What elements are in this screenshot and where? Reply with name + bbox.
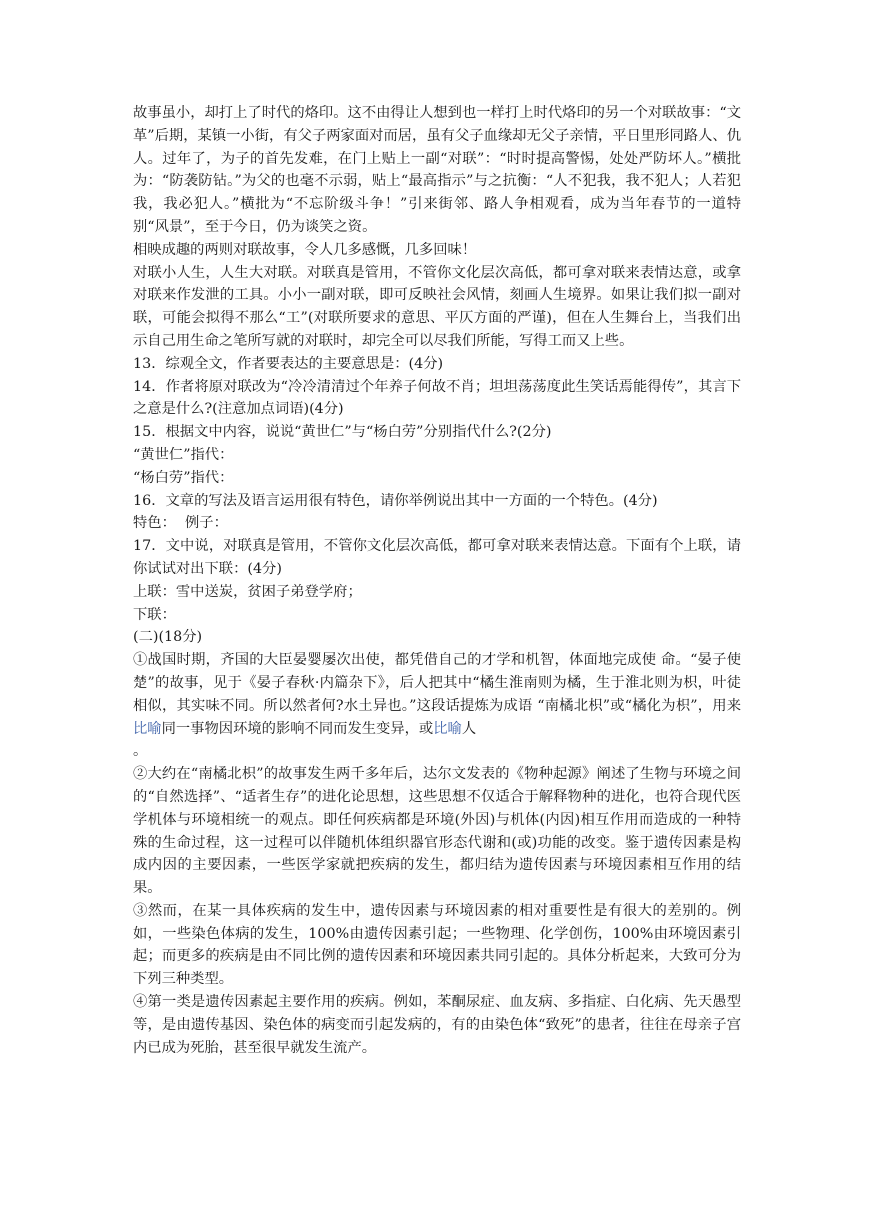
question-16-answer: 特色： 例子： [133,515,228,532]
section-2-paragraph-3: ③然而，在某一具体疾病的发生中，遗传因素与环境因素的相对重要性是有很大的差别的。例如，一些染色体病的发生，100%由遗传因素引起；一些物理、化学创伤，100%由环境因素引起；而更多的疾病是由不同比例的遗传因素和环境因素共同引起的。具体分析起来，大致可分为下列三种类型。 [133,902,741,988]
story-paragraph-1: 故事虽小，却打上了时代的烙印。这不由得让人想到也一样打上时代烙印的另一个对联故事：“文革”后期，某镇一小街，有父子两家面对而居，虽有父子血缘却无父子亲情，平日里形同路人、仇人。过年了，为子的首先发难，在门上贴上一副“对联”：“时时提高警惕，处处严防坏人。”横批为：“防袭防钻。”为父的也毫不示弱，贴上“最高指示”与之抗衡：“人不犯我，我不犯人；人若犯我，我必犯人。”横批为“不忘阶级斗争！”引来街邻、路人争相观看，成为当年春节的一道特别“风景”，至于今日，仍为谈笑之资。 [133,105,741,235]
question-14: 14．作者将原对联改为“冷冷清清过个年养子何故不肖；坦坦荡荡度此生笑话焉能得传”，其言下之意是什么?(注意加点词语)(4分) [133,378,741,418]
metaphor-link-1[interactable]: 比喻 [133,720,162,737]
question-16: 16．文章的写法及语言运用很有特色，请你举例说出其中一方面的一个特色。(4分) [133,492,658,509]
story-paragraph-2: 相映成趣的两则对联故事，令人几多感慨，几多回味！ [133,241,477,258]
question-13: 13．综观全文，作者要表达的主要意思是：(4分) [133,355,444,372]
question-15-answer-a: “黄世仁”指代： [133,446,234,463]
question-15-answer-b: “杨白劳”指代： [133,469,234,486]
question-17: 17．文中说，对联真是管用，不管你文化层次高低，都可拿对联来表情达意。下面有个上联，请你试试对出下联：(4分) [133,538,741,577]
section-2-paragraph-2: ②大约在“南橘北枳”的故事发生两千多年后，达尔文发表的《物种起源》阐述了生物与环境之间的“自然选择”、“适者生存”的进化论思想，这些思想不仅适合于解释物种的进化，也符合现代医学机体与环境相统一的观点。即任何疾病都是环境(外因)与机体(内因)相互作用而造成的一种特殊的生命过程，这一过程可以伴随机体组织器官形态代谢和(或)功能的改变。鉴于遗传因素是构成内因的主要因素，一些医学家就把疾病的发生，都归结为遗传因素与环境因素相互作用的结果。 [133,766,741,897]
section-2-paragraph-1-text-c: 人 [461,720,477,737]
section-2-paragraph-1-text-a: ①战国时期，齐国的大臣晏婴屡次出使，都凭借自己的才学和机智，体面地完成使 命。“晏子使楚”的故事，见于《晏子春秋·内篇杂下》，后人把其中“橘生淮南则为橘，生于淮北则为枳，叶徒相似，其实味不同。所以然者何?水土异也。”这段话提炼为成语 “南橘北枳”或“橘化为枳”，用来 [133,652,741,714]
question-17-lower-couplet: 下联： [133,606,176,623]
document-page [133,102,741,1059]
question-17-upper-couplet: 上联：雪中送炭，贫困子弟登学府； [133,583,362,600]
section-2-paragraph-4: ④第一类是遗传因素起主要作用的疾病。例如，苯酮尿症、血友病、多指症、白化病、先天愚型等，是由遗传基因、染色体的病变而引起发病的，有的由染色体“致死”的患者，往往在母亲子宫内已成为死胎，甚至很早就发生流产。 [133,994,741,1056]
story-paragraph-3: 对联小人生，人生大对联。对联真是管用，不管你文化层次高低，都可拿对联来表情达意，或拿对联来作发泄的工具。小小一副对联，即可反映社会风情，刻画人生境界。如果让我们拟一副对联，可能会拟得不那么“工”(对联所要求的意思、平仄方面的严谨)，但在人生舞台上，当我们出示自己用生命之笔所写就的对联时，却完全可以尽我们所能，写得工而又上些。 [133,264,741,349]
metaphor-link-2[interactable]: 比喻 [433,720,462,737]
question-15: 15．根据文中内容，说说“黄世仁”与“杨白劳”分别指代什么?(2分) [133,424,552,441]
section-2-paragraph-1-tail: 。 [133,743,148,760]
section-2-paragraph-1 [133,649,741,740]
section-2-paragraph-1-text-b: 同一事物因环境的影响不同而发生变异，或 [161,720,434,737]
section-2-heading: (二)(18分) [133,629,203,646]
